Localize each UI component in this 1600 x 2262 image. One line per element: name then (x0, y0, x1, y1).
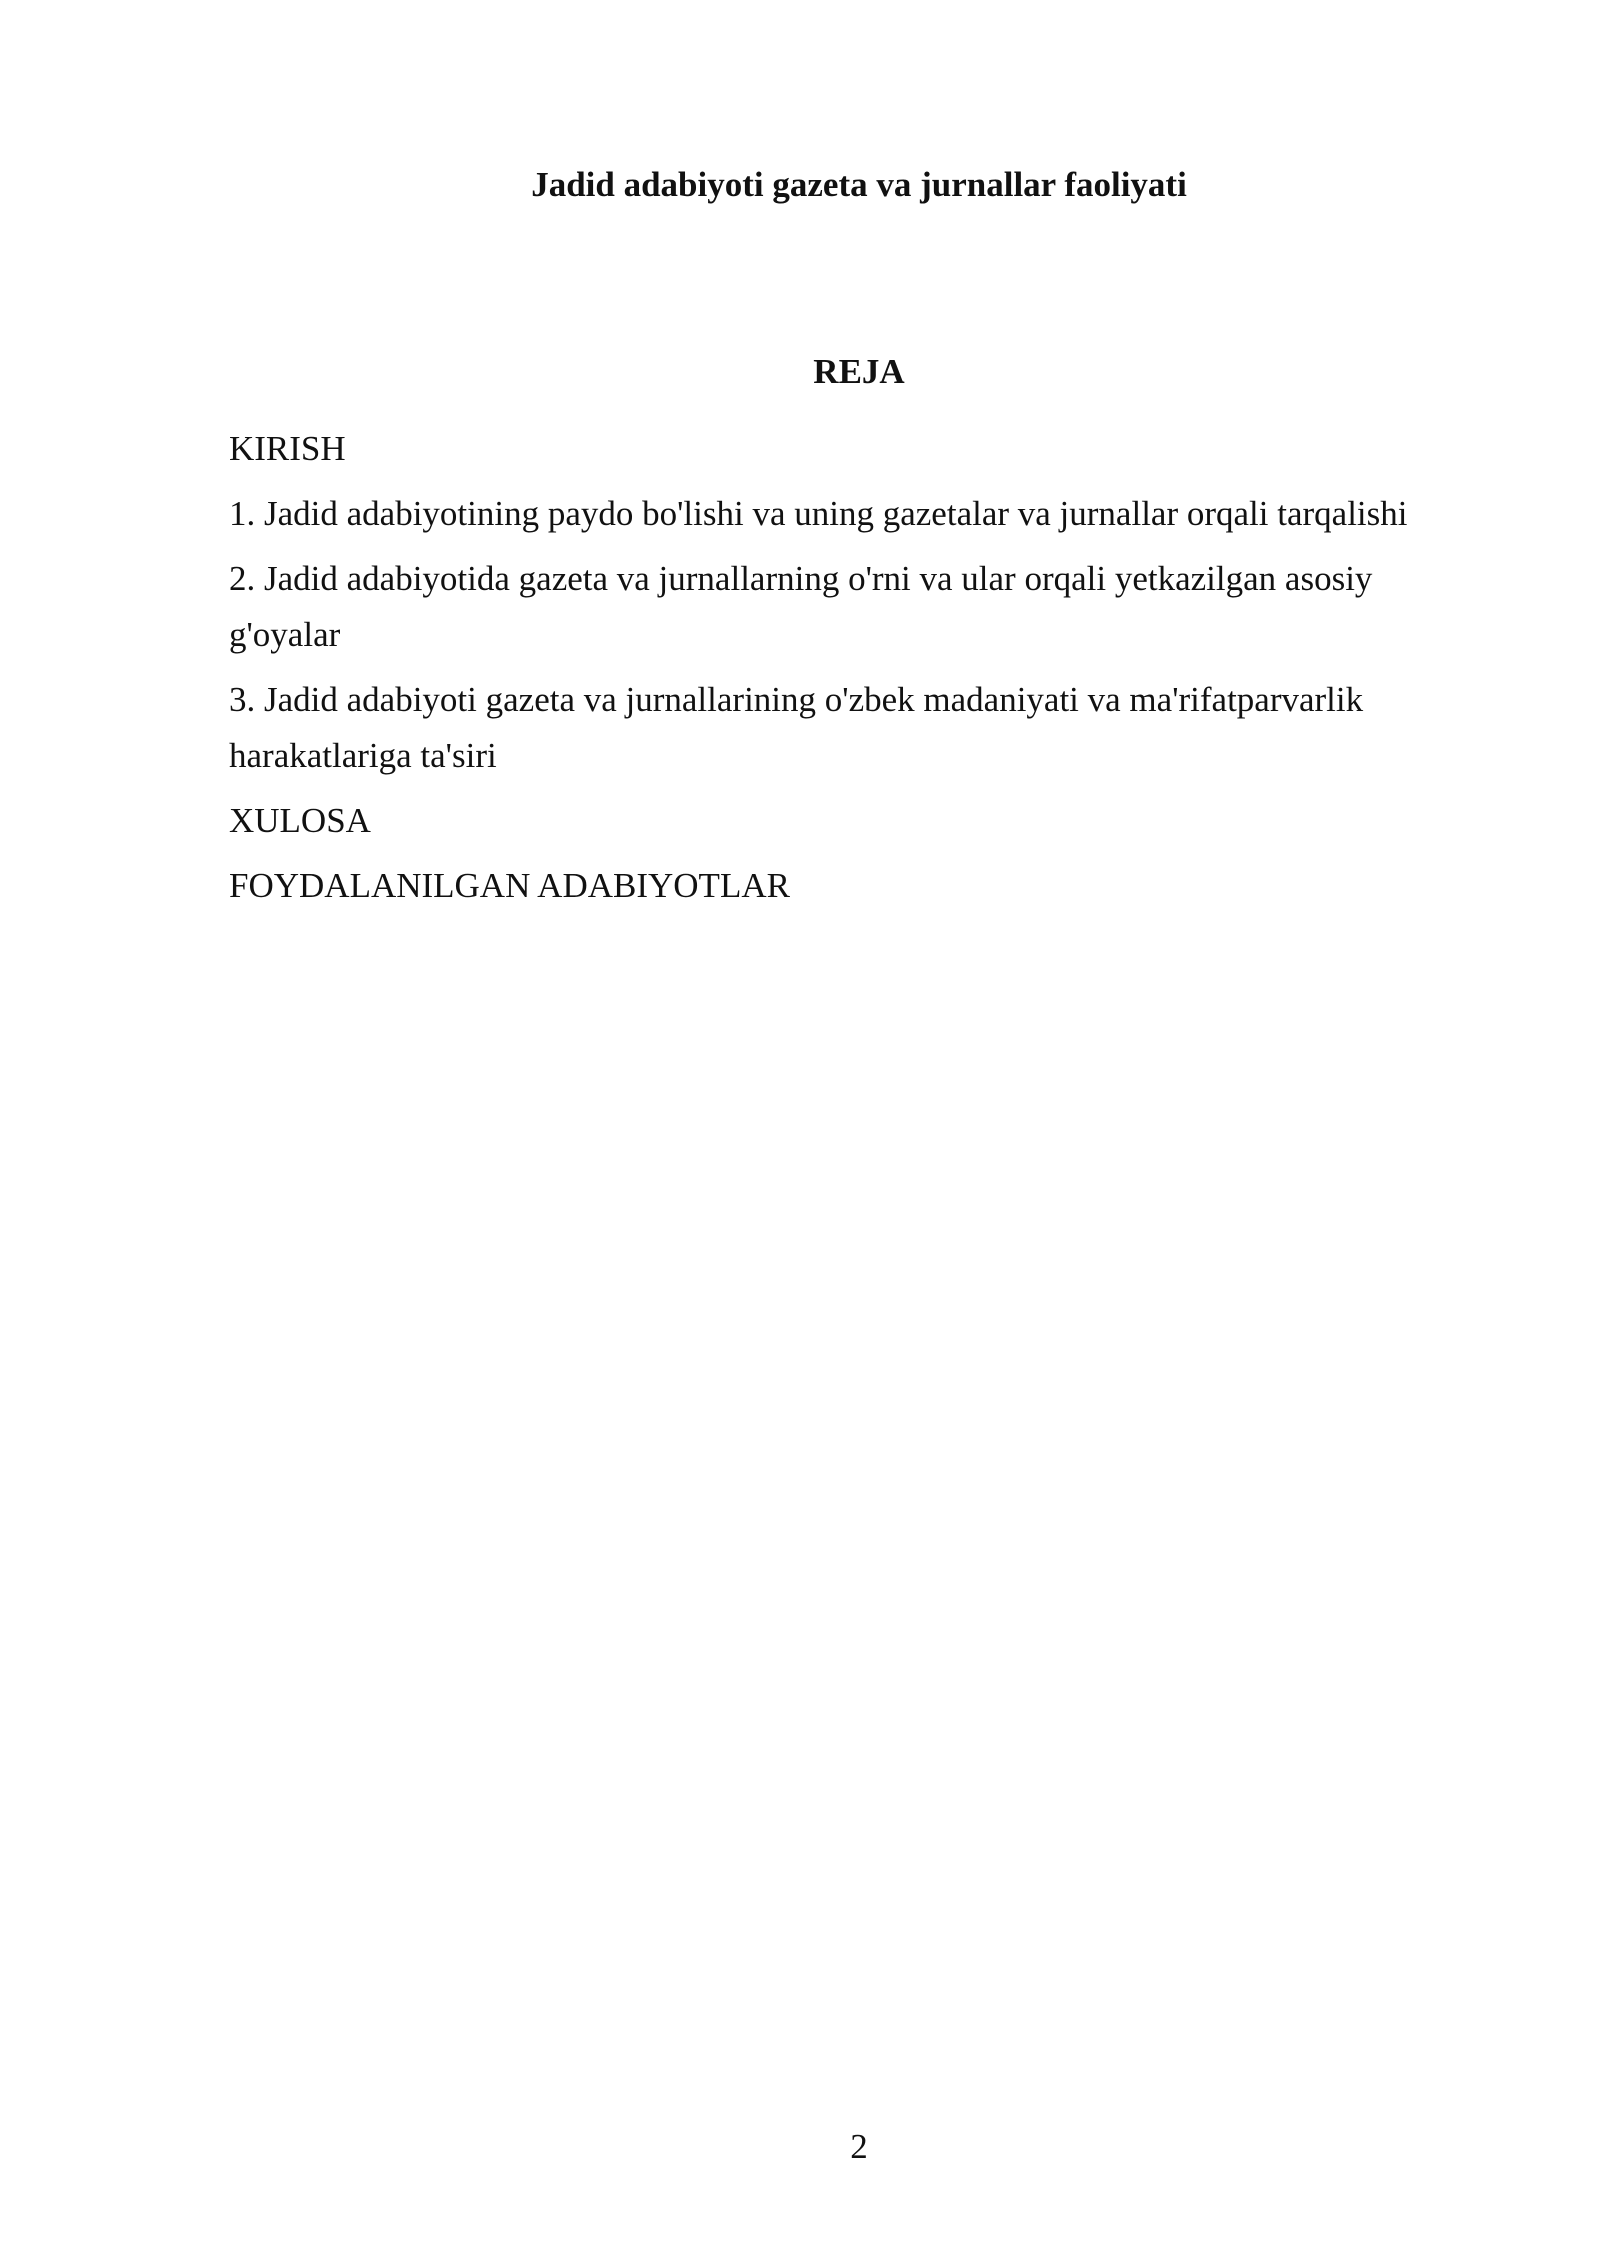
plan-item-2: 2. Jadid adabiyotida gazeta va jurnallarning o'rni va ular orqali yetkazilgan asosiy g'oyalar (229, 559, 1373, 654)
plan-item-introduction: KIRISH (229, 429, 346, 468)
page-number: 2 (850, 2127, 868, 2166)
plan-list (229, 421, 1469, 923)
plan-heading: REJA (813, 352, 905, 391)
plan-item-3: 3. Jadid adabiyoti gazeta va jurnallarining o'zbek madaniyati va ma'rifatparvarlik harakatlariga ta'siri (229, 680, 1364, 775)
plan-item-conclusion: XULOSA (229, 801, 371, 840)
plan-item-1: 1. Jadid adabiyotining paydo bo'lishi va uning gazetalar va jurnallar orqali tarqalishi (229, 494, 1408, 533)
plan-item-references: FOYDALANILGAN ADABIYOTLAR (229, 866, 790, 905)
document-title: Jadid adabiyoti gazeta va jurnallar faoliyati (531, 165, 1187, 204)
